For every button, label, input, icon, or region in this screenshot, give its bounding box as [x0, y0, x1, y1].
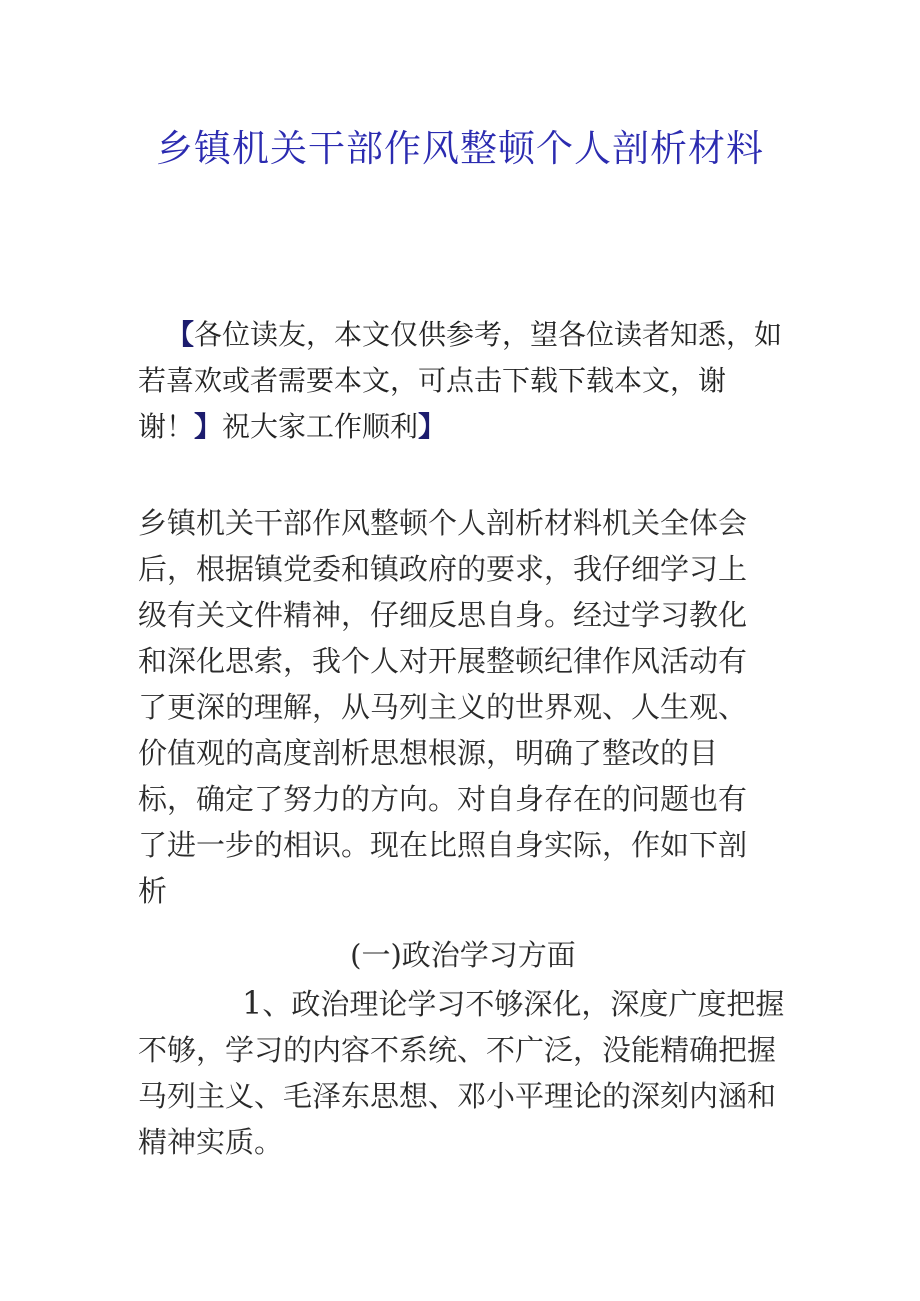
document-title: 乡镇机关干部作风整顿个人剖析材料 [156, 127, 764, 170]
notice-tail: 祝大家工作顺利 [222, 410, 419, 443]
item-number: 1 [242, 984, 263, 1022]
notice-end-bracket: 】 [418, 410, 447, 443]
section-heading: (一)政治学习方面 [350, 938, 576, 972]
reader-notice [138, 312, 788, 450]
body-paragraph: 乡镇机关干部作风整顿个人剖析材料机关全体会后，根据镇党委和镇政府的要求，我仔细学习上级有关文件精神，仔细反思自身。经过学习教化和深化思索，我个人对开展整顿纪律作风活动有了更深的理解，从马列主义的世界观、人生观、价值观的高度剖析思想根源，明确了整改的目标，确定了努力的方向。对自身存在的问题也有了进一步的相识。现在比照自身实际，作如下剖析 [138, 506, 748, 908]
list-item [138, 980, 788, 1165]
notice-text: 各位读友，本文仅供参考，望各位读者知悉，如若喜欢或者需要本文，可点击下载下载本文，谢谢！ [138, 318, 783, 443]
item-text: 、政治理论学习不够深化，深度广度把握不够，学习的内容不系统、不广泛，没能精确把握马列主义、毛泽东思想、邓小平理论的深刻内涵和精神实质。 [138, 987, 785, 1159]
notice-open-bracket: 【 [166, 318, 195, 351]
notice-close-bracket: 】 [194, 410, 223, 443]
